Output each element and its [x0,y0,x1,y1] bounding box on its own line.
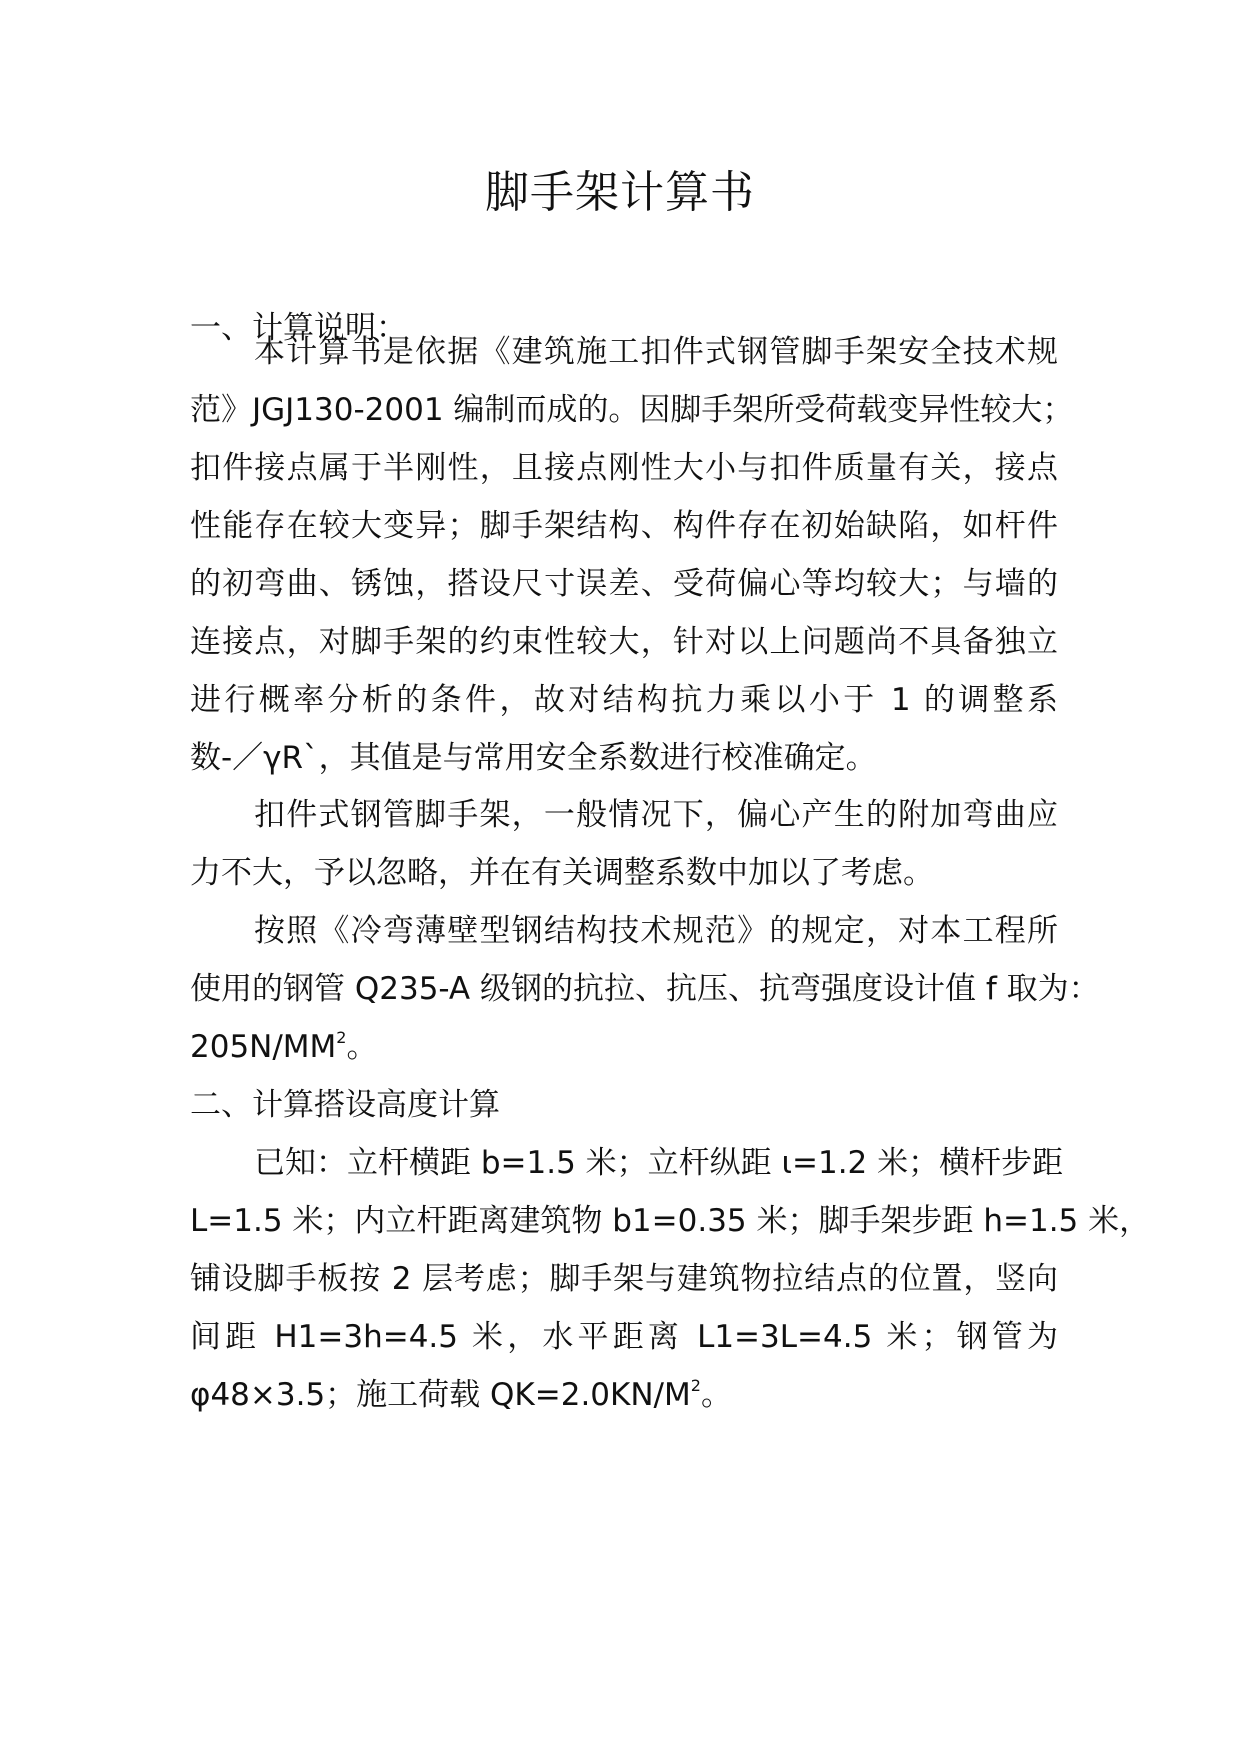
paragraph-line: 力不大，予以忽略，并在有关调整系数中加以了考虑。 [190,855,934,891]
superscript: 2 [336,1028,347,1047]
superscript: 2 [690,1376,701,1395]
paragraph-line: 扣件接点属于半刚性，且接点刚性大小与扣件质量有关，接点 [190,450,1058,486]
paragraph-line: 本计算书是依据《建筑施工扣件式钢管脚手架安全技术规 [254,334,1058,370]
section-heading-1: 一、计算说明： [190,310,407,346]
paragraph-line: 按照《冷弯薄壁型钢结构技术规范》的规定，对本工程所 [254,913,1058,949]
paragraph-line: 进行概率分析的条件，故对结构抗力乘以小于 1 的调整系 [190,682,1058,718]
paragraph-line: 的初弯曲、锈蚀，搭设尺寸误差、受荷偏心等均较大；与墙的 [190,566,1058,602]
paragraph-line: 连接点，对脚手架的约束性较大，针对以上问题尚不具备独立 [190,624,1058,660]
paragraph-line: 数-／γR`，其值是与常用安全系数进行校准确定。 [190,740,877,776]
paragraph-line: 已知：立杆横距 b=1.5 米；立杆纵距 ι=1.2 米；横杆步距 [254,1145,1064,1181]
paragraph-line: 性能存在较大变异；脚手架结构、构件存在初始缺陷，如杆件 [190,508,1058,544]
paragraph-line: 使用的钢管 Q235-A 级钢的抗拉、抗压、抗弯强度设计值 f 取为： [190,971,1100,1007]
punctuation: 。 [700,1377,732,1413]
page-title: 脚手架计算书 [485,167,755,218]
strength-value: 205N/MM [190,1029,337,1065]
paragraph-line: 间距 H1=3h=4.5 米，水平距离 L1=3L=4.5 米；钢管为 [190,1319,1058,1355]
section-heading-2: 二、计算搭设高度计算 [190,1087,500,1123]
paragraph-line: 范》JGJ130-2001 编制而成的。因脚手架所受荷载变异性较大； [190,392,1074,428]
paragraph-line [190,1025,1058,1069]
paragraph-line: 扣件式钢管脚手架，一般情况下，偏心产生的附加弯曲应 [254,797,1058,833]
load-value: φ48×3.5；施工荷载 QK=2.0KN/M [190,1377,691,1413]
punctuation: 。 [346,1029,378,1065]
paragraph-line: 铺设脚手板按 2 层考虑；脚手架与建筑物拉结点的位置，竖向 [190,1261,1058,1297]
paragraph-line: L=1.5 米；内立杆距离建筑物 b1=0.35 米；脚手架步距 h=1.5 米， [190,1203,1151,1239]
paragraph-line [190,1373,1058,1417]
